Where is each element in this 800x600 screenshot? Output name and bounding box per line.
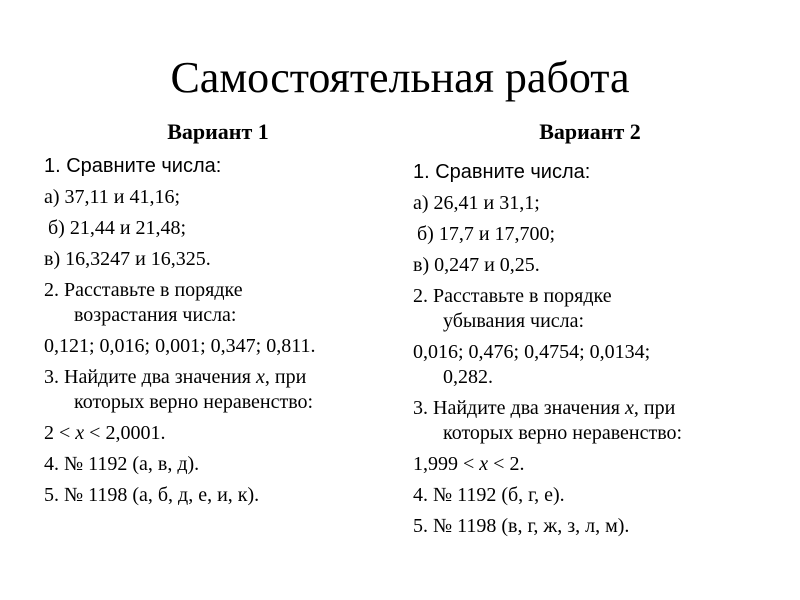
variant-2-heading: Вариант 2 xyxy=(539,119,641,144)
v2-ineq-right: < 2. xyxy=(488,453,525,475)
v2-task3-inequality xyxy=(413,452,788,477)
v2-task1-item-a: а) 26,41 и 31,1; xyxy=(413,192,540,214)
variant-2-column xyxy=(413,160,788,545)
v1-task3-heading xyxy=(44,365,419,390)
v1-task1-item-a: а) 37,11 и 41,16; xyxy=(44,186,181,208)
v2-task3-text-end: , при xyxy=(633,397,676,419)
slide-title: Самостоятельная работа xyxy=(170,53,630,102)
v1-task3-text: 3. Найдите два значения xyxy=(44,366,251,388)
v2-task5: 5. № 1198 (в, г, ж, з, л, м). xyxy=(413,515,630,537)
v2-ineq-variable: x xyxy=(479,453,489,475)
v2-task2-numbers: 0,016; 0,476; 0,4754; 0,0134; xyxy=(413,341,651,363)
v2-ineq-left: 1,999 < xyxy=(413,453,480,475)
v1-ineq-right: < 2,0001. xyxy=(84,422,166,444)
v1-task2-numbers: 0,121; 0,016; 0,001; 0,347; 0,811. xyxy=(44,335,316,357)
v1-task1-item-c: в) 16,3247 и 16,325. xyxy=(44,248,211,270)
v2-task3-text: 3. Найдите два значения xyxy=(413,397,620,419)
v1-task2-heading-cont: возрастания числа: xyxy=(74,304,237,326)
v1-task4: 4. № 1192 (а, в, д). xyxy=(44,453,200,475)
v2-task3-variable: x xyxy=(624,397,634,419)
variant-1-heading: Вариант 1 xyxy=(167,119,269,144)
v2-task4: 4. № 1192 (б, г, е). xyxy=(413,484,565,506)
v1-task2-heading: 2. Расставьте в порядке xyxy=(44,279,243,301)
v2-task3-heading xyxy=(413,396,788,421)
v2-task3-heading-cont: которых верно неравенство: xyxy=(443,422,683,444)
v2-task1-heading: 1. Сравните числа: xyxy=(413,161,591,183)
v1-task1-item-b: б) 21,44 и 21,48; xyxy=(48,217,187,239)
v1-task3-heading-cont: которых верно неравенство: xyxy=(74,391,314,413)
v1-ineq-variable: x xyxy=(75,422,85,444)
v2-task2-heading: 2. Расставьте в порядке xyxy=(413,285,612,307)
v1-task5: 5. № 1198 (а, б, д, е, и, к). xyxy=(44,484,260,506)
v2-task2-heading-cont: убывания числа: xyxy=(443,310,585,332)
v1-task3-text-end: , при xyxy=(264,366,307,388)
v2-task2-numbers-cont: 0,282. xyxy=(443,366,493,388)
v1-task3-inequality xyxy=(44,421,419,446)
v2-task1-item-c: в) 0,247 и 0,25. xyxy=(413,254,540,276)
v1-task3-variable: x xyxy=(255,366,265,388)
v2-task1-item-b: б) 17,7 и 17,700; xyxy=(417,223,556,245)
v1-task1-heading: 1. Сравните числа: xyxy=(44,155,222,177)
v1-ineq-left: 2 < xyxy=(44,422,76,444)
variant-1-column xyxy=(44,154,419,514)
